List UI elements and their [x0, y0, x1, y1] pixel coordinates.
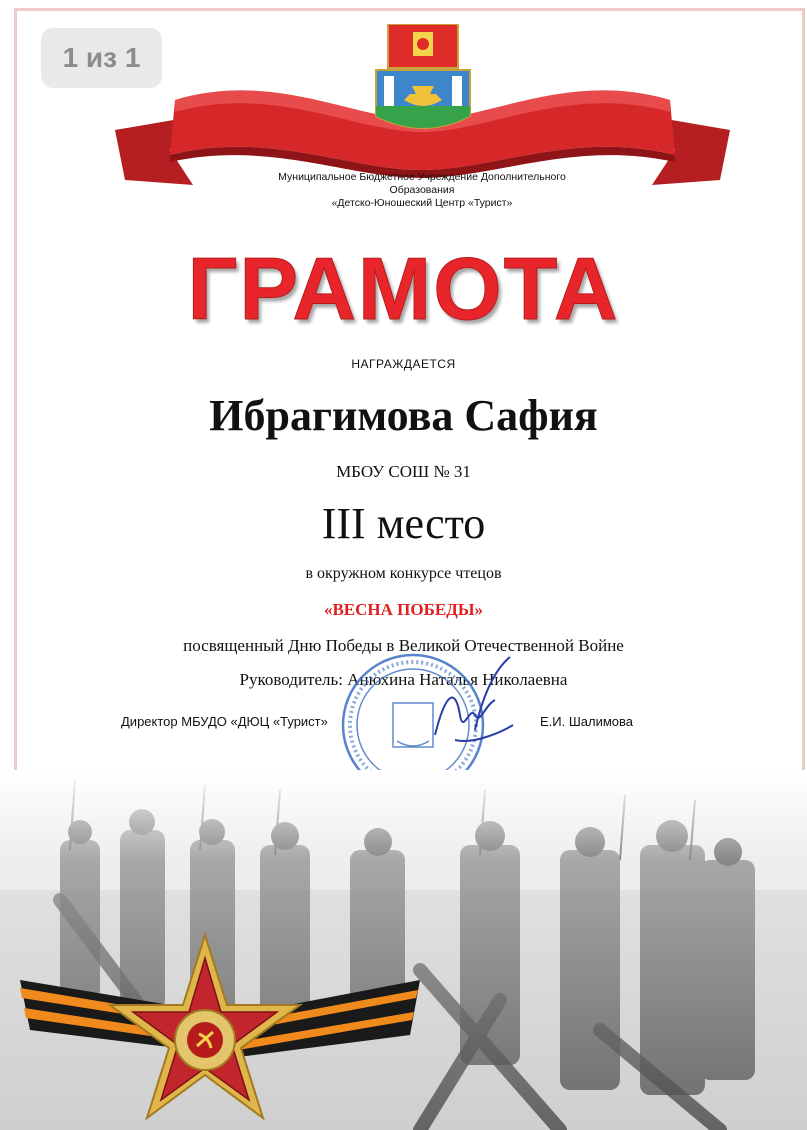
director-label: Директор МБУДО «ДЮЦ «Турист» [121, 714, 328, 729]
recipient-name: Ибрагимова Сафия [209, 391, 598, 440]
contest-name: «ВЕСНА ПОБЕДЫ» [323, 600, 484, 619]
contest-description: в окружном конкурсе чтецов [305, 565, 502, 582]
awarded-label: НАГРАЖДАЕТСЯ [351, 357, 456, 371]
organization-line: Образования [389, 184, 455, 196]
award-place: III место [321, 499, 486, 548]
director-name: Е.И. Шалимова [540, 714, 633, 729]
page-border-top [14, 8, 805, 11]
certificate-title: ГРАМОТА [187, 239, 620, 338]
page-counter-badge: 1 из 1 [41, 28, 162, 88]
coat-of-arms-emblem [374, 24, 472, 136]
dedication-line: посвященный Дню Победы в Великой Отечественной Войне [183, 636, 624, 655]
supervisor-line: Руководитель: Анюхина Наталья Николаевна [239, 670, 568, 689]
school-name: МБОУ СОШ № 31 [336, 462, 471, 481]
organization-name [222, 171, 622, 210]
organization-line: Муниципальное Бюджетное Учреждение Дополнительного [278, 171, 566, 183]
organization-line: «Детско-Юношеский Центр «Турист» [331, 197, 513, 209]
patriotic-war-order-medal [20, 920, 420, 1130]
